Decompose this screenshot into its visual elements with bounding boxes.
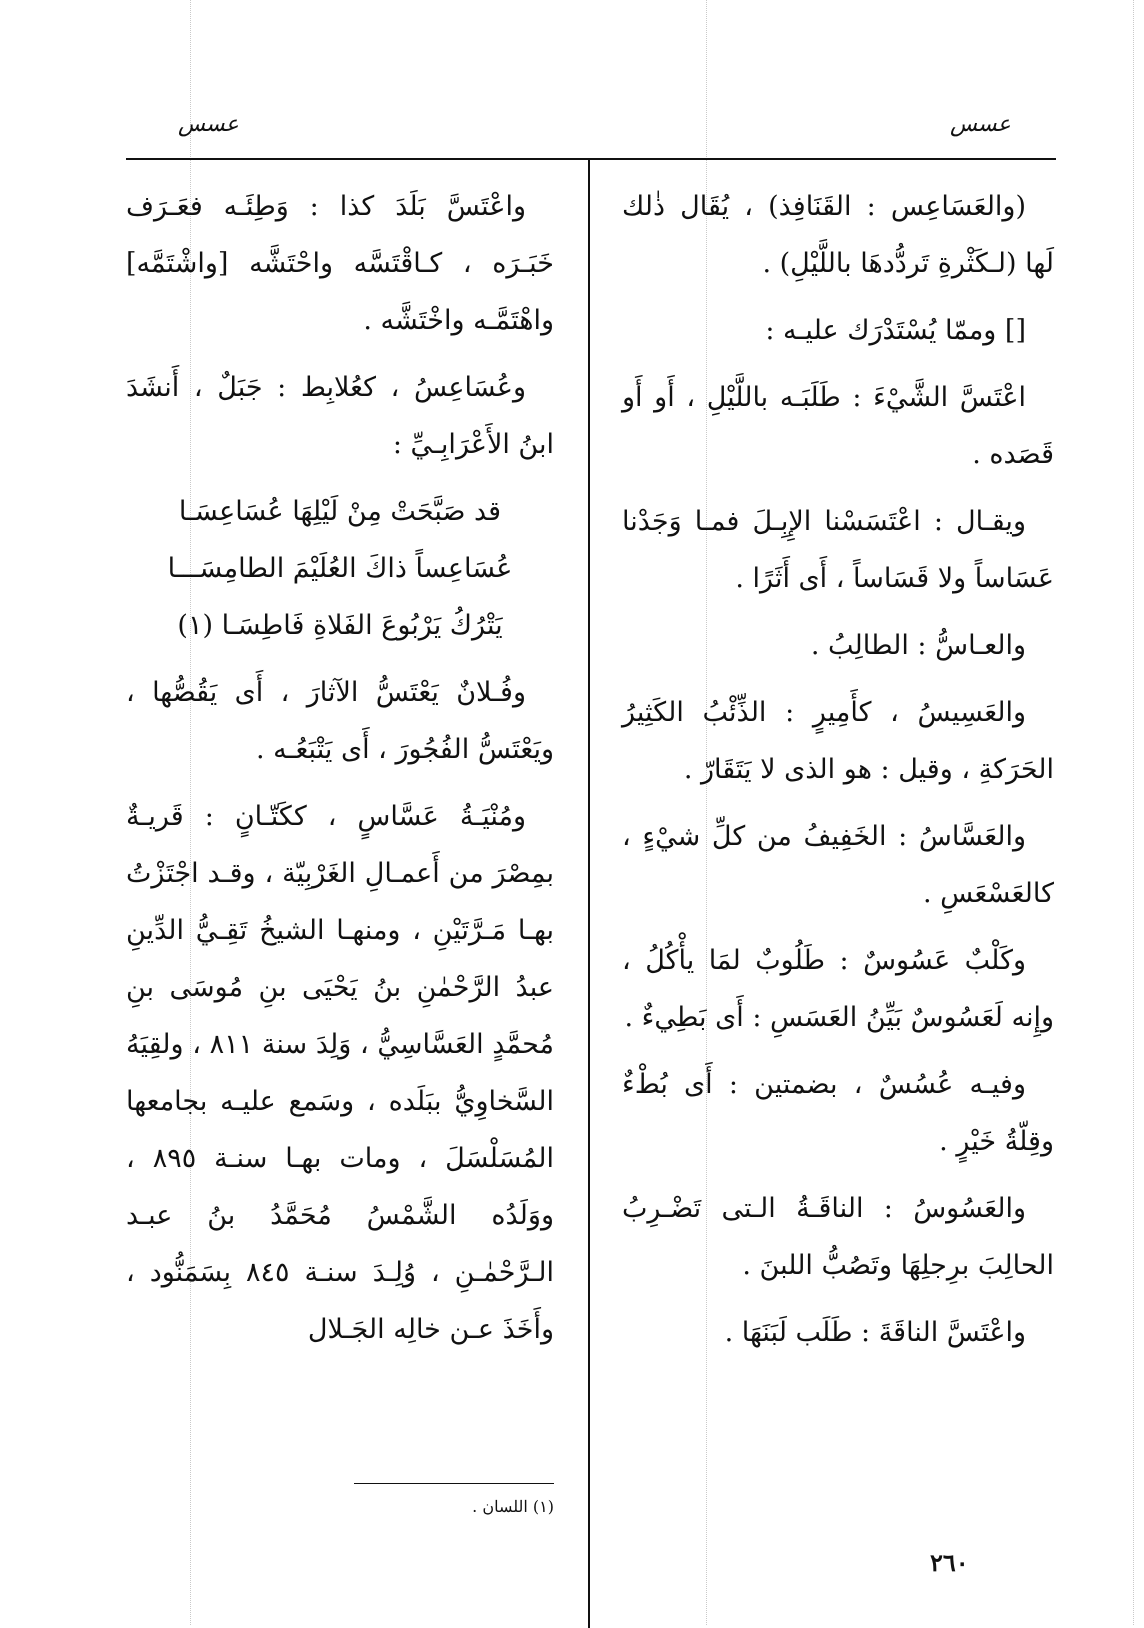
footnote-rule xyxy=(354,1483,554,1484)
entry-paragraph: وفيـه عُسُسٌ ، بضمتين : أَى بُطْءٌ وقِلّةُ خَيْرٍ . xyxy=(622,1069,1054,1157)
right-column xyxy=(622,178,1054,1371)
entry-paragraph: واعْتَسَّ بَلَدَ كذا : وَطِئَـه فعَـرَف خَبَـرَه ، كـاقْتَسَّه واحْتَشَّه [واشْتَمَّه] واهْتَمَّـه واخْتَشَّه . xyxy=(126,191,554,336)
entry-paragraph: والعَسَّاسُ : الخَفِيفُ من كلِّ شيْءٍ ، كالعَسْعَسِ . xyxy=(622,821,1054,909)
running-header-right: عسس xyxy=(950,112,1011,137)
footnote: (١) اللسان . xyxy=(472,1497,554,1516)
entry-paragraph: اعْتَسَّ الشَّيْءَ : طَلَبَـه باللَّيْلِ ، أَو أَو قَصَده . xyxy=(622,382,1054,470)
entry-paragraph: والعـاسُّ : الطالِبُ . xyxy=(810,630,1026,661)
poem-line: قد صَبَّحَتْ مِنْ لَيْلِهَا عُسَاعِسَـا xyxy=(178,496,502,527)
entry-paragraph: وكَلْبٌ عَسُوسٌ : طَلُوبٌ لمَا يأْكُلُ ، وإِنه لَعَسُوسٌ بَيِّنُ العَسَسِ : أَى بَطِيءٌ . xyxy=(622,945,1054,1033)
poem-line: عُسَاعِساً ذاكَ العُلَيْمَ الطامِسَـــا xyxy=(167,553,513,584)
column-divider xyxy=(588,158,590,1628)
poem-verse xyxy=(126,483,554,654)
entry-paragraph: ويقـال : اعْتَسَسْنا الإِبِـلَ فمـا وَجَدْنا عَسَاساً ولا قَسَاساً ، أَى أَثَرًا . xyxy=(622,506,1054,594)
scan-guide-line xyxy=(1133,0,1134,1625)
entry-paragraph: وفُـلانٌ يَعْتَسُّ الآثارَ ، أَى يَقُصُّها ، ويَعْتَسُّ الفُجُورَ ، أَى يَتْبَعُـه . xyxy=(126,677,554,765)
left-column xyxy=(126,178,554,1368)
header-rule xyxy=(126,158,1056,160)
entry-paragraph: والعَسِيسُ ، كأَمِيرٍ : الذِّئْبُ الكَثِيرُ الحَرَكةِ ، وقيل : هو الذى لا يَتَقَارّ . xyxy=(622,697,1054,785)
entry-paragraph: (والعَسَاعِس : القَنَافِذ) ، يُقَال ذٰلك لَها (لـكَثْرةِ تَردُّدهَا باللَّيْلِ) . xyxy=(622,191,1054,279)
entry-paragraph: [] وممّا يُسْتَدْرَك عليـه : xyxy=(765,315,1026,346)
poem-line: يَتْرُكُ يَرْبُوعَ الفَلاةِ فَاطِسَـا (١) xyxy=(177,610,503,641)
running-header-left: عسس xyxy=(178,112,239,137)
entry-paragraph: ومُنْيَـةُ عَسَّاسٍ ، ككَتّـانٍ : قَريـةٌ بمِصْرَ من أَعمـالِ الغَرْبِيّة ، وقـد اجْتَزْتُ بهـا مَـرَّتَيْنِ ، ومنهـا الشيخُ تَقِـيُّ الدِّينِ عبدُ الرَّحْمٰنِ بنُ يَحْيَى بنِ مُوسَى بنِ مُحمَّدٍ العَسَّاسِيُّ ، وَلِدَ سنة ٨١١ ، ولقِيَهُ السَّخاوِيُّ ببَلَده ، وسَمع عليـه بجامعها المُسَلْسَلَ ، ومات بهـا سنـة ٨٩٥ ، ووَلَدُه الشَّمْسُ مُحَمَّدُ بنُ عبـد الـرَّحْمٰـنِ ، وُلِـدَ سنـة ٨٤٥ بِسَمَنُّود ، وأَخَذَ عـن خالِه الجَـلال xyxy=(126,801,555,1345)
entry-paragraph: وعُسَاعِسُ ، كعُلابِط : جَبَلٌ ، أَنشَدَ ابنُ الأَعْرَابِـيِّ : xyxy=(126,372,554,460)
entry-paragraph: واعْتَسَّ الناقَةَ : طَلَب لَبَنَهَا . xyxy=(724,1317,1026,1348)
entry-paragraph: والعَسُوسُ : الناقَـةُ الـتى تَضْـرِبُ الحالِبَ برِجلِهَا وتَصُبُّ اللبنَ . xyxy=(622,1193,1054,1281)
page-number: ٢٦٠ xyxy=(930,1548,969,1577)
